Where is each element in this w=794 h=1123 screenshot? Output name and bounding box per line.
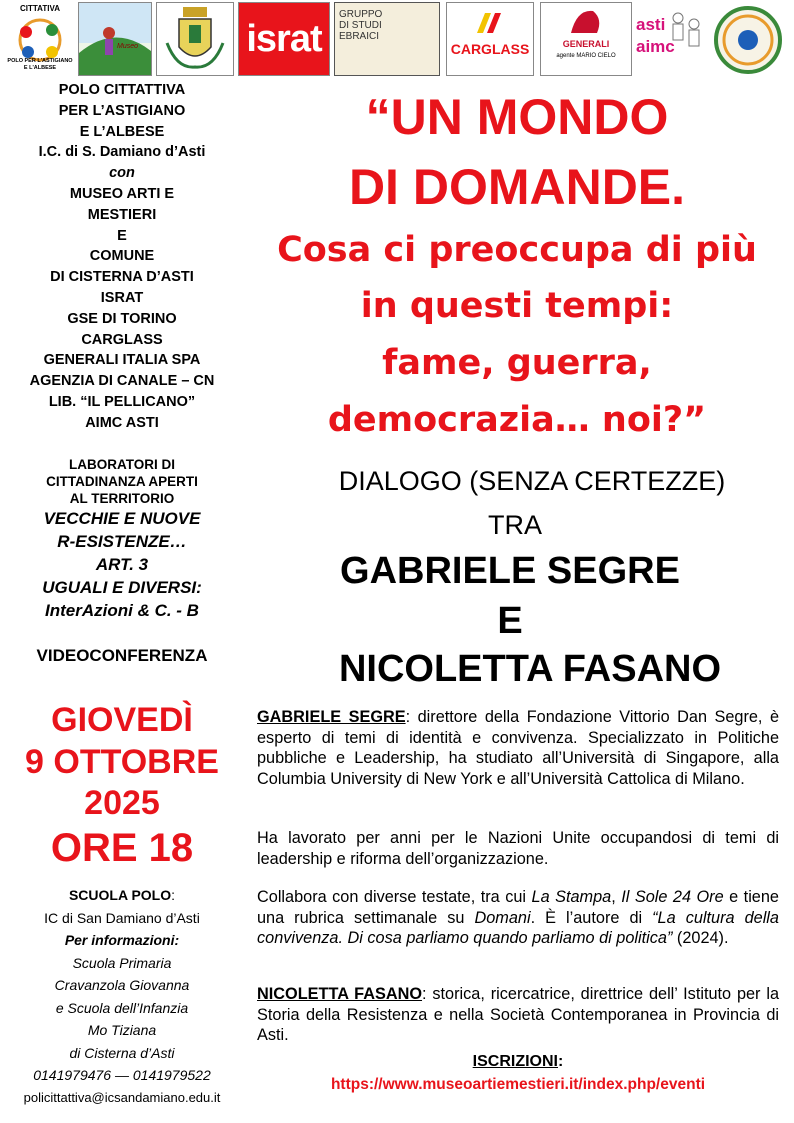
title-subline: fame, guerra,	[382, 343, 652, 383]
bio-name: GABRIELE SEGRE	[257, 708, 406, 726]
school-info	[4, 884, 240, 1109]
book-title: “La cultura della convivenza. Di cosa parliamo quando parliamo di politica”	[257, 908, 779, 947]
partner-logos-row	[6, 2, 790, 78]
logo-text: Museo	[117, 43, 139, 50]
bio-fasano	[257, 984, 779, 1046]
title-line: DI DOMANDE.	[348, 159, 686, 215]
logo-subtext: POLO PER L'ASTIGIANO E L'ALBESE	[7, 58, 73, 71]
comune-cisterna-crest-logo	[156, 2, 234, 76]
org-line: POLO CITTATTIVA	[58, 82, 186, 98]
school-label: SCUOLA POLO	[68, 887, 172, 903]
date-line: GIOVEDÌ	[51, 701, 193, 739]
gruppo-studi-ebraici-logo	[334, 2, 440, 76]
org-line: AGENZIA DI CANALE – CN	[29, 373, 215, 390]
info-line: Mo Tiziana	[87, 1022, 157, 1038]
labs-block	[4, 456, 240, 622]
org-line: DI CISTERNA D’ASTI	[50, 269, 194, 286]
bio-text: e tiene una rubrica settimanale su	[257, 888, 779, 927]
speaker-conjunction: E	[497, 600, 523, 642]
labs-italic-line: R-ESISTENZE…	[57, 532, 187, 551]
bio-segre-press	[257, 887, 779, 949]
publication-name: Il Sole 24 Ore	[621, 888, 724, 906]
info-line: Cravanzola Giovanna	[54, 977, 190, 993]
logo-text: GENERALI	[562, 39, 610, 49]
publication-name: La Stampa	[531, 888, 612, 906]
school-colon: :	[171, 887, 176, 903]
registration-label-text: ISCRIZIONI	[472, 1053, 558, 1070]
bio-text: : direttore della Fondazione Vittorio Dan Segre, è esperto di temi di identità e convivenza. Specializzato in Politiche pubbliche e Leadership, ha studiato all’Università di Singapore, alla Columbia University di New York e all’Università Cattolica di Milano.	[257, 708, 779, 788]
carglass-logo	[446, 2, 534, 76]
bio-text: ,	[611, 888, 622, 906]
speaker-name: NICOLETTA FASANO	[338, 648, 722, 690]
org-line: AIMC ASTI	[85, 414, 159, 431]
museo-arti-mestieri-logo	[78, 2, 152, 76]
bio-text: : storica, ricercatrice, direttrice dell’ Istituto per la Storia della Resistenza e nella Società Contemporanea in Provincia di Asti.	[257, 985, 779, 1044]
org-line: E L’ALBESE	[79, 123, 165, 140]
labs-line: CITTADINANZA APERTI	[46, 474, 198, 489]
title-subline: democrazia… noi?”	[327, 400, 707, 440]
info-line: di Cisterna d’Asti	[69, 1044, 175, 1061]
contact-email[interactable]: policittattiva@icsandamiano.edu.it	[23, 1089, 221, 1105]
org-line: MESTIERI	[87, 206, 157, 223]
event-date	[4, 700, 240, 871]
labs-italic-line: UGUALI E DIVERSI:	[42, 578, 202, 597]
registration-colon: :	[558, 1053, 564, 1070]
logo-text: asti aimc	[636, 15, 675, 56]
org-line: LIB. “IL PELLICANO”	[48, 393, 196, 410]
registration-label	[257, 1053, 779, 1071]
logo-text: GRUPPO DI STUDI EBRAICI	[339, 9, 383, 42]
date-line: ORE 18	[50, 825, 194, 870]
org-line: GENERALI ITALIA SPA	[43, 352, 201, 369]
event-title	[240, 82, 794, 449]
logo-subtext: agente MARIO CIELO	[556, 53, 616, 59]
lion-icon	[541, 3, 631, 39]
labs-line: LABORATORI DI	[69, 457, 175, 472]
carglass-stripes-icon	[447, 3, 533, 39]
org-line: MUSEO ARTI E	[69, 185, 175, 202]
round-emblem-logo	[710, 2, 786, 76]
info-label: Per informazioni:	[64, 932, 180, 948]
bio-text: . È l’autore di	[530, 908, 653, 927]
round-emblem-icon	[710, 2, 786, 76]
school-name: IC di San Damiano d’Asti	[44, 909, 200, 926]
info-line: e Scuola dell’Infanzia	[55, 999, 189, 1016]
phone-numbers: 0141979476 — 0141979522	[33, 1067, 211, 1083]
labs-italic-line: VECCHIE E NUOVE	[43, 509, 201, 528]
labs-line: AL TERRITORIO	[69, 491, 175, 506]
people-icon	[668, 10, 704, 70]
labs-italic-line: ART. 3	[95, 555, 149, 574]
bio-text: (2024).	[672, 929, 729, 947]
org-line: I.C. di S. Damiano d’Asti	[38, 144, 206, 161]
title-subline: Cosa ci preoccupa di più	[277, 230, 757, 270]
logo-text: CITTATIVA	[20, 4, 60, 13]
bio-segre-intro	[257, 707, 779, 789]
org-line: CARGLASS	[81, 331, 163, 348]
org-line: GSE DI TORINO	[67, 310, 177, 327]
bio-name: NICOLETTA FASANO	[257, 985, 423, 1003]
dialogue-tra: TRA	[488, 510, 542, 540]
generali-logo	[540, 2, 632, 76]
title-line: “UN MONDO	[365, 89, 669, 145]
crest-icon	[157, 3, 233, 75]
dialogue-line: DIALOGO (SENZA CERTEZZE)	[338, 466, 726, 496]
org-line: PER L’ASTIGIANO	[58, 102, 186, 119]
school-title	[4, 884, 240, 907]
date-line: 9 OTTOBRE	[25, 742, 219, 781]
organizers-list	[4, 80, 240, 434]
bio-text: Collabora con diverse testate, tra cui	[257, 888, 532, 906]
title-subline: in questi tempi:	[360, 286, 674, 326]
org-line: E	[117, 227, 127, 244]
org-line: COMUNE	[89, 248, 155, 265]
bio-segre-un: Ha lavorato per anni per le Nazioni Unite occupandosi di temi di leadership e riforma dell’organizzazione.	[257, 829, 779, 868]
info-line: Scuola Primaria	[72, 954, 172, 971]
israt-logo	[238, 2, 330, 76]
logo-text: CARGLASS	[450, 41, 530, 57]
org-line: con	[109, 165, 135, 182]
org-line: ISRAT	[100, 289, 144, 306]
date-line: 2025	[84, 784, 160, 822]
aimc-asti-logo	[636, 2, 704, 76]
mode-label: VIDEOCONFERENZA	[36, 646, 208, 665]
logo-text: israt	[246, 18, 322, 60]
landscape-figure-icon	[79, 3, 151, 75]
polo-cittattiva-logo	[6, 2, 74, 76]
labs-italic-line: InterAzioni & C. - B	[45, 601, 199, 620]
publication-name: Domani	[474, 908, 531, 927]
registration-link[interactable]: https://www.museoartiemestieri.it/index.php/eventi	[330, 1076, 706, 1093]
speaker-name: GABRIELE SEGRE	[340, 550, 680, 592]
